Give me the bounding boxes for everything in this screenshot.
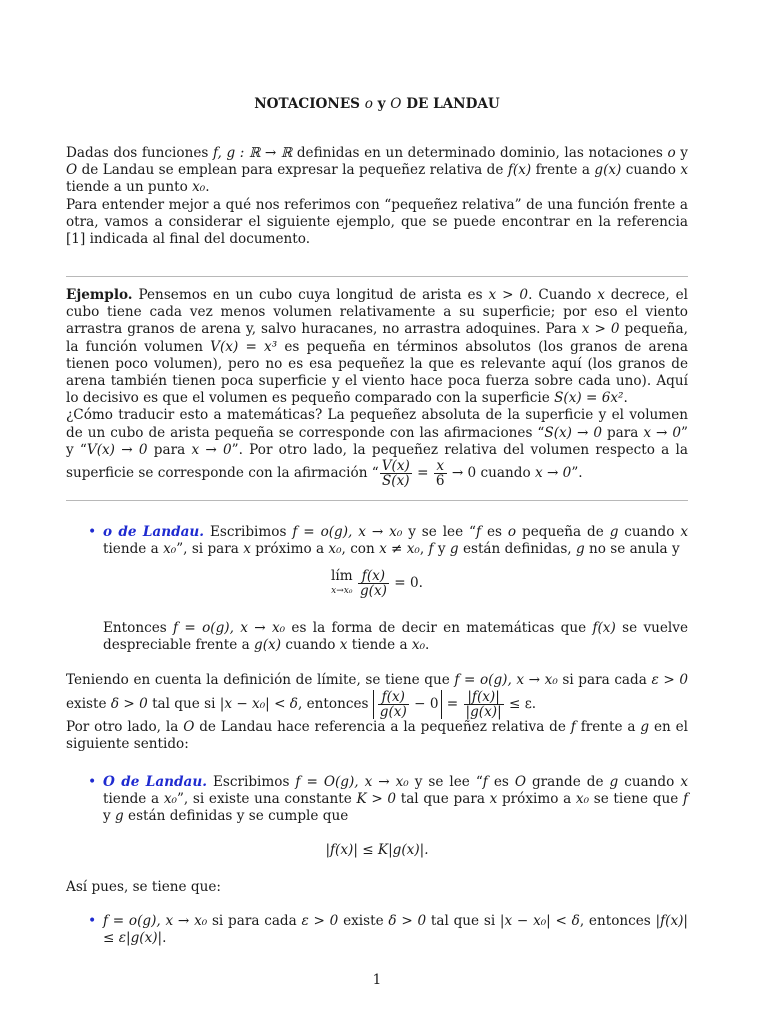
text: y se lee “ [408,774,483,790]
text: . [162,930,167,947]
summary-lead-text: Así pues, se tiene que: [66,879,221,895]
text: → 0 cuando [447,465,535,482]
math: f [482,774,488,790]
math: |x − x₀| < δ [219,696,298,712]
text: es pequeña en términos absolutos (los granos de arena tienen poco volumen), pero no es esa pequeñez la que es relevante aquí (los granos de arena también tienen poca superficie y el viento hace poca fuerza sobre cada uno). Aquí lo decisivo es que el volumen es pequeño comparado con la superficie [66,338,689,407]
example-paragraph-2 [66,407,688,488]
little-o-consequence [103,620,688,654]
bullet-icon: • [88,774,97,790]
bullet-icon: • [88,913,97,929]
text: tal que si [426,913,500,929]
text: es [487,774,515,790]
text: Entonces [103,620,174,636]
text: existe [66,696,111,712]
math: x ≠ x₀ [379,541,420,558]
math: ε > 0 [651,672,688,688]
math: x₀ [328,541,342,558]
math: δ > 0 [110,696,148,712]
text: . [205,179,210,196]
numerator: f(x) [378,690,409,705]
text: existe [338,913,389,929]
title-y: y [377,96,386,112]
text: = [412,465,433,482]
little-o-definition [103,524,688,558]
math: x → 0 [643,424,682,441]
text: próximo a [497,791,576,808]
text: cuando [281,637,340,654]
text: si para cada [207,913,302,929]
title-suffix: DE LANDAU [406,96,500,112]
text: para [601,424,644,441]
math: S(x) = 6x² [554,390,624,407]
text: no se anula y [584,541,680,558]
big-o-definition [103,774,688,826]
math: g(x) [254,637,282,654]
fraction-x-over-6 [434,459,447,488]
math: g [575,541,585,558]
math: O [66,162,78,179]
text: y [433,541,450,558]
text: ”, si para [176,541,244,558]
math: x [339,637,348,654]
text: decrece, el cubo tiene cada vez menos volumen relativamente a su superficie; por eso el viento arrastra granos de arena y, salvo huracanes, no arrastra adoquines. Para [66,287,688,338]
text: tal que si [147,696,220,712]
text: ¿Cómo traducir esto a matemáticas? La pequeñez absoluta de la superficie y el volumen de un cubo de arista pequeña se corresponde con las afirmaciones “ [66,407,688,441]
intro-section [66,145,688,248]
text: ”. [571,465,583,482]
fraction-abs-f-over-abs-g [464,690,504,719]
text: tiende a un punto [66,179,193,196]
text: ≤ ε. [504,696,537,712]
big-o-inequality [66,842,688,858]
math: f(x) [592,620,616,636]
text: próximo a [250,541,329,558]
text: en el siguiente sentido: [66,719,688,753]
title-prefix: NOTACIONES [254,96,360,112]
text: . [623,390,628,407]
limit-definition [66,671,688,753]
big-o-intro-text [66,719,688,753]
math: f = o(g), x → x₀ [292,524,403,540]
text: , entonces [579,913,656,929]
text: se vuelve despreciable frente a [103,620,689,654]
denominator: g(x) [379,704,407,720]
math: g [449,541,459,558]
summary-lead [66,879,688,896]
limit-definition-text [66,671,688,719]
big-o-label: O de Landau. [103,774,207,790]
math: o [507,524,517,540]
math: x₀ [163,791,177,808]
math: x [680,162,689,179]
text: Escribimos [204,524,293,540]
math: V(x) = x³ [210,338,278,355]
text: , con [341,541,380,558]
math: x₀ [163,541,177,558]
text: es la forma de decir en matemáticas que [285,620,593,636]
intro-paragraph-2: Para entender mejor a qué nos referimos con “pequeñez relativa” de una función frente a otra, vamos a considerar el siguiente ejemplo, que se puede encontrar en la referencia [1] indicada al final del documento. [66,196,688,248]
math: x > 0 [488,287,529,303]
fraction-f-over-g [358,569,389,598]
text: y [675,145,688,161]
little-o-consequence-text [103,620,688,654]
math: g [115,808,124,825]
bullet-icon: • [88,524,97,540]
lim-text: lím [331,567,353,584]
math: o [667,145,676,161]
lim-subscript: x→x₀ [331,585,353,596]
example-label: Ejemplo. [66,287,133,303]
math: V(x) → 0 [86,441,148,458]
little-o-label: o de Landau. [103,524,205,540]
text: Pensemos en un cubo cuya longitud de arista es [132,287,489,303]
text: cuando [618,774,681,790]
big-o-text [103,774,688,826]
text: definidas en un determinado dominio, las notaciones [292,145,668,161]
text: ”. Por otro lado, la pequeñez relativa del volumen respecto a la superficie se corresponde con la afirmación “ [66,441,688,482]
math: x [243,541,251,558]
text: Escribimos [206,774,296,790]
math: f [682,791,688,808]
text: Teniendo en cuenta la definición de límite, se tiene que [66,672,455,688]
example-paragraph-1 [66,287,688,407]
math: x₀ [192,179,206,196]
math: f = o(g), x → x₀ [454,672,558,688]
text: tiende a [347,637,412,654]
text: . [425,637,430,654]
limit-operator [331,567,353,598]
text: están definidas, [458,541,576,558]
equals-zero: = 0. [394,575,423,591]
title-o: o [364,96,373,112]
math: g [609,524,619,540]
math: f = o(g), x → x₀ [173,620,286,636]
math: x > 0 [581,321,620,338]
math: g(x) [594,162,622,179]
math: S(x) → 0 [544,424,602,441]
denominator: |g(x)| [465,704,502,720]
math: f, g : ℝ → ℝ [212,145,293,161]
divider-bottom [66,500,688,501]
math: O [514,774,526,790]
text: cuando [621,162,681,179]
math: |x − x₀| < δ [499,913,580,929]
text: ”, si existe una constante [176,791,357,808]
text: , [419,541,429,558]
fraction-v-over-s [380,459,412,488]
text: frente a [531,162,595,179]
little-o-text [103,524,688,558]
text: se tiene que [589,791,683,808]
inequality-text: |f(x)| ≤ K|g(x)|. [325,842,429,858]
example-block [66,287,688,488]
denominator: g(x) [359,583,387,599]
math: K > 0 [356,791,397,808]
text: cuando [618,524,681,540]
math: x [489,791,498,808]
absolute-value-bracket [373,690,443,719]
text: de Landau se emplean para expresar la pequeñez relativa de [77,162,508,179]
text: están definidas y se cumple que [123,808,349,825]
text: tiende a [103,541,164,558]
math: f = o(g), x → x₀ [103,913,208,929]
text: . Cuando [528,287,598,303]
math: x₀ [575,791,590,808]
math: g [640,719,650,735]
limit-equation [66,569,688,598]
numerator: f(x) [358,569,389,584]
numerator: x [434,459,447,474]
text: de Landau hace referencia a la pequeñez relativa de [194,719,571,735]
math: x [597,287,605,303]
denominator: 6 [435,473,445,490]
text: es [481,524,508,540]
math: δ > 0 [388,913,427,929]
text: , entonces [297,696,373,712]
text: Dadas dos funciones [66,145,213,161]
text: para [147,441,192,458]
math: ε > 0 [301,913,339,929]
divider-top [66,276,688,277]
text: = [442,696,463,712]
summary-item-text [103,913,688,947]
text: tal que para [396,791,490,808]
text: y se lee “ [402,524,477,540]
text: Por otro lado, la [66,719,184,735]
text: grande de [525,774,610,790]
text: y [103,808,116,825]
page-number: 1 [372,972,382,988]
intro-paragraph-1 [66,145,688,197]
math: f = O(g), x → x₀ [295,774,409,790]
denominator: S(x) [381,473,410,490]
text: pequeña, la función volumen [66,321,688,355]
math: O [183,719,195,735]
math: f [428,541,434,558]
math: x [680,774,688,790]
text: si para cada [557,672,652,688]
text: ” y “ [66,424,688,458]
math: x₀ [411,637,426,654]
math: f [476,524,482,540]
text: pequeña de [516,524,610,540]
text: frente a [575,719,641,735]
text: tiende a [103,791,164,808]
math: f(x) [507,162,532,179]
math: g [609,774,619,790]
numerator: V(x) [381,458,410,475]
numerator: |f(x)| [464,690,504,705]
document-title [66,96,688,112]
math: x → 0 [191,441,232,458]
math: x [680,524,688,540]
math: f [570,719,576,735]
fraction-f-over-g-inline [378,690,409,719]
math: |f(x)| ≤ ε|g(x)| [103,913,688,947]
summary-item [103,913,688,947]
text: − 0 [409,696,439,712]
math: x → 0 [534,465,572,482]
title-O: O [390,96,402,112]
